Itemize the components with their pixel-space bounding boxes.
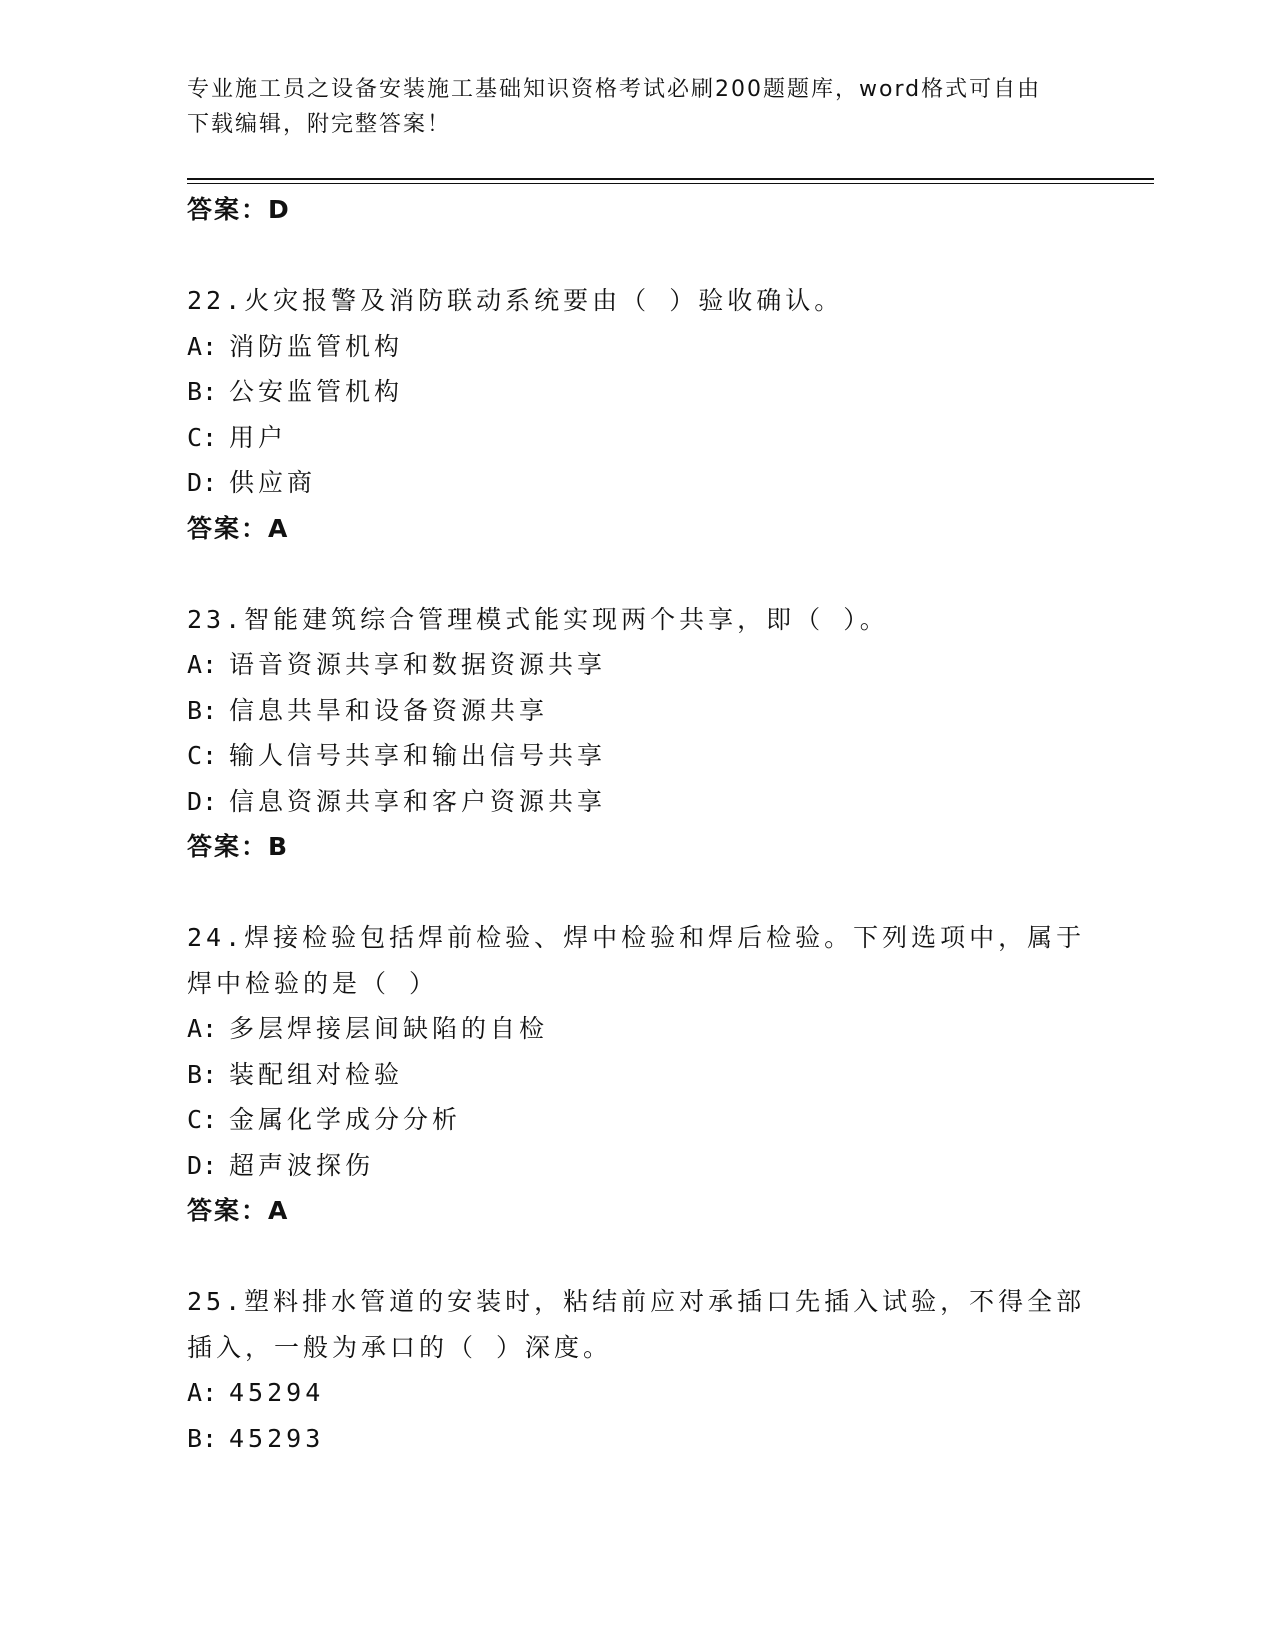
option-b — [187, 1416, 1087, 1462]
option-text: 45293 — [229, 1423, 325, 1453]
option-label: D: — [187, 786, 218, 816]
spacer — [187, 1234, 1087, 1280]
option-text: 装配组对检验 — [229, 1059, 404, 1089]
option-label: A: — [187, 1014, 218, 1043]
option-text: 金属化学成分分析 — [229, 1105, 462, 1134]
option-label: C: — [187, 741, 218, 770]
question-24 — [187, 915, 1087, 1234]
option-text: 超声波探伤 — [229, 1150, 375, 1180]
option-text: 消防监管机构 — [229, 331, 404, 361]
header-line-2: 下载编辑，附完整答案！ — [187, 112, 452, 137]
option-text: 供应商 — [229, 468, 317, 497]
question-stem: 23.智能建筑综合管理模式能实现两个共享，即（ ）。 — [187, 604, 889, 634]
option-d — [187, 1143, 1087, 1189]
option-label: B: — [187, 1059, 218, 1089]
question-content — [187, 187, 1087, 1461]
previous-answer: 答案：D — [187, 195, 291, 224]
option-label: B: — [187, 1423, 218, 1453]
option-text: 用户 — [229, 422, 288, 452]
question-answer: 答案：A — [187, 1196, 290, 1225]
option-label: A: — [187, 1378, 218, 1407]
option-label: C: — [187, 1105, 218, 1134]
option-text: 公安监管机构 — [229, 377, 404, 406]
question-22 — [187, 278, 1087, 551]
option-text: 信息资源共享和客户资源共享 — [229, 786, 607, 816]
question-stem-line-1: 24.焊接检验包括焊前检验、焊中检验和焊后检验。下列选项中，属于 — [187, 923, 1086, 952]
option-label: A: — [187, 650, 218, 679]
option-d — [187, 460, 1087, 506]
option-b — [187, 369, 1087, 415]
header-line-1: 专业施工员之设备安装施工基础知识资格考试必刷200题题库，word格式可自由 — [187, 77, 1042, 102]
option-text: 45294 — [229, 1378, 325, 1407]
option-b — [187, 688, 1087, 734]
question-23 — [187, 597, 1087, 870]
spacer — [187, 233, 1087, 279]
option-label: B: — [187, 695, 218, 725]
option-label: B: — [187, 377, 218, 406]
option-a — [187, 642, 1087, 688]
header-rule-thin — [187, 183, 1154, 184]
option-a — [187, 1006, 1087, 1052]
document-header — [187, 72, 1067, 142]
option-label: D: — [187, 1150, 218, 1180]
option-d — [187, 779, 1087, 825]
option-a — [187, 1370, 1087, 1416]
question-25 — [187, 1279, 1087, 1461]
option-text: 多层焊接层间缺陷的自检 — [229, 1014, 549, 1043]
option-text: 语音资源共享和数据资源共享 — [229, 650, 607, 679]
question-answer: 答案：B — [187, 832, 290, 861]
option-label: D: — [187, 468, 218, 497]
option-c — [187, 733, 1087, 779]
option-text: 输人信号共享和输出信号共享 — [229, 741, 607, 770]
option-c — [187, 1097, 1087, 1143]
option-label: A: — [187, 331, 218, 361]
spacer — [187, 870, 1087, 916]
question-stem-line-1: 25.塑料排水管道的安装时，粘结前应对承插口先插入试验，不得全部 — [187, 1287, 1086, 1316]
option-text: 信息共旱和设备资源共享 — [229, 695, 549, 725]
option-c — [187, 415, 1087, 461]
question-stem-line-2: 插入，一般为承口的（ ）深度。 — [187, 1332, 613, 1362]
spacer — [187, 551, 1087, 597]
question-answer: 答案：A — [187, 513, 290, 543]
header-rule-thick — [187, 178, 1154, 180]
option-b — [187, 1052, 1087, 1098]
option-label: C: — [187, 422, 218, 452]
question-stem: 22.火灾报警及消防联动系统要由（ ）验收确认。 — [187, 286, 844, 315]
question-stem-line-2: 焊中检验的是（ ） — [187, 968, 439, 998]
option-a — [187, 324, 1087, 370]
